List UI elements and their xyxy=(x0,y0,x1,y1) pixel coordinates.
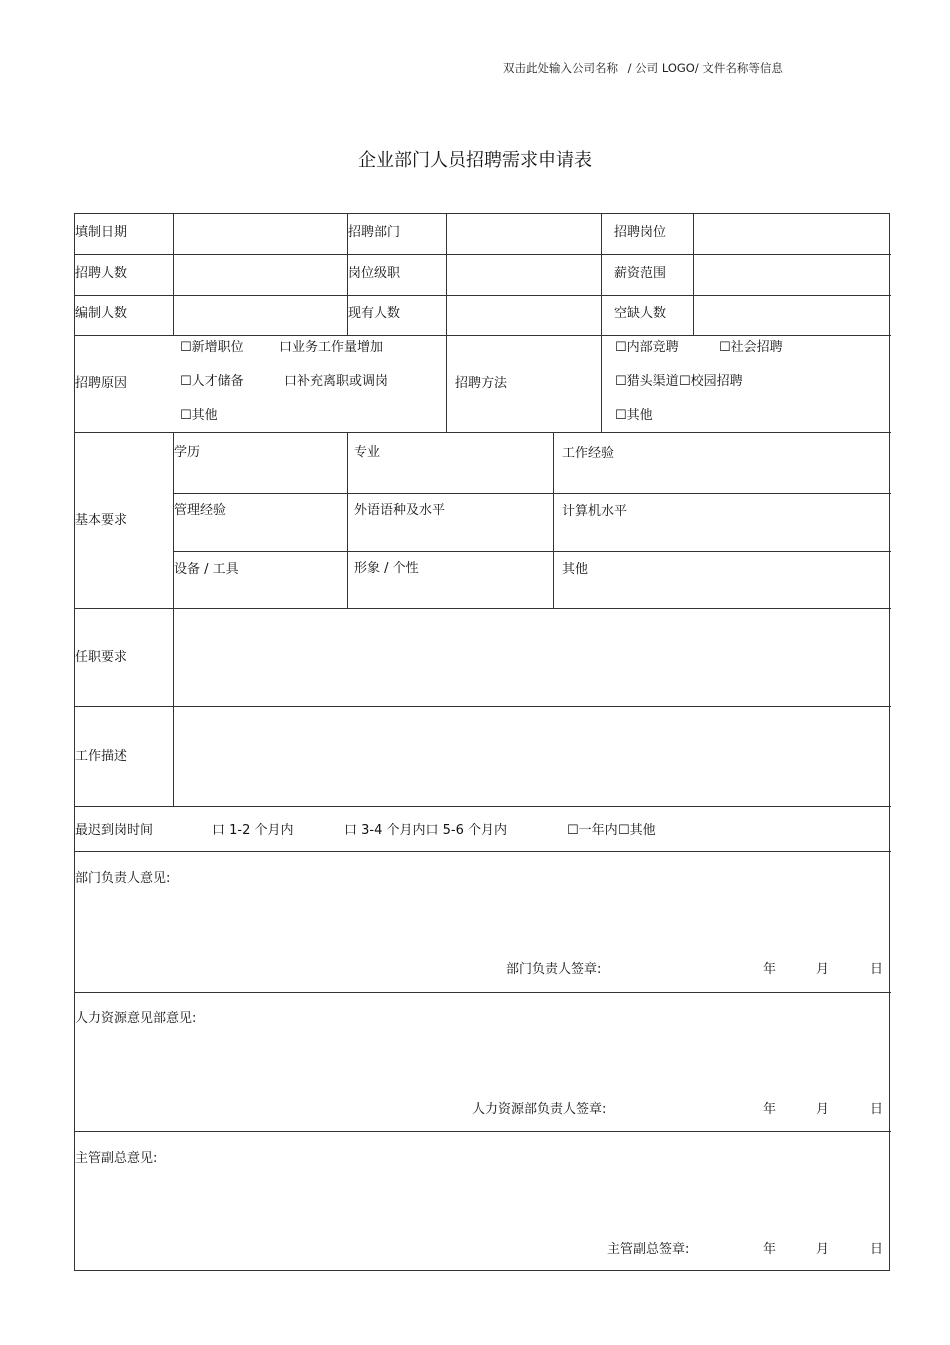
label-recruit-dept: 招聘部门 xyxy=(348,225,401,240)
label-year: 年 xyxy=(763,1242,777,1257)
label-position-level: 岗位级职 xyxy=(348,266,401,281)
checkbox-replacement[interactable]: 口补充离职或调岗 xyxy=(284,374,389,389)
row-divider xyxy=(75,432,891,433)
label-recruit-method: 招聘方法 xyxy=(455,376,508,391)
row-divider xyxy=(75,992,891,993)
label-month: 月 xyxy=(816,962,830,977)
label-dept-opinion: 部门负责人意见: xyxy=(75,871,171,886)
label-recruit-position: 招聘岗位 xyxy=(614,225,667,240)
header-note xyxy=(503,60,789,76)
label-headcount: 编制人数 xyxy=(75,306,128,321)
checkbox-new-position[interactable]: ☐ 新增职位 xyxy=(180,340,244,356)
label-current-count: 现有人数 xyxy=(348,306,401,321)
label-vacancy: 空缺人数 xyxy=(614,306,667,321)
label-month: 月 xyxy=(816,1102,830,1117)
row-divider xyxy=(75,335,891,336)
label-vp-signature: 主管副总签章: xyxy=(607,1242,690,1257)
label-hr-opinion: 人力资源意见部意见: xyxy=(75,1011,197,1026)
label-equipment-tools: 设备 / 工具 xyxy=(174,562,239,577)
label-year: 年 xyxy=(763,1102,777,1117)
col-divider xyxy=(347,432,348,608)
label-major: 专业 xyxy=(354,445,381,460)
label-basic-requirements: 基本要求 xyxy=(75,513,128,528)
checkbox-campus[interactable]: ☐ 校园招聘 xyxy=(679,374,743,390)
row-divider xyxy=(75,706,891,707)
row-divider xyxy=(75,608,891,609)
row-divider xyxy=(75,851,891,852)
label-dept-signature: 部门负责人签章: xyxy=(506,962,602,977)
form-title: 企业部门人员招聘需求申请表 xyxy=(358,150,592,171)
col-divider xyxy=(601,214,602,432)
company-name-placeholder[interactable]: 双击此处输入公司名称 xyxy=(503,61,618,75)
label-year: 年 xyxy=(763,962,777,977)
label-salary-range: 薪资范围 xyxy=(614,266,667,281)
label-month: 月 xyxy=(816,1242,830,1257)
option-1-2-months[interactable]: 口 1-2 个月内 xyxy=(212,823,294,838)
label-latest-start: 最迟到岗时间 xyxy=(75,823,154,838)
col-divider xyxy=(173,214,174,335)
label-basic-other: 其他 xyxy=(562,562,589,577)
row-divider xyxy=(75,254,891,255)
label-hr-signature: 人力资源部负责人签章: xyxy=(472,1102,607,1117)
label-day: 日 xyxy=(870,1102,884,1117)
label-day: 日 xyxy=(870,1242,884,1257)
label-education: 学历 xyxy=(174,445,201,460)
label-language-level: 外语语种及水平 xyxy=(354,503,446,518)
row-divider xyxy=(75,1131,891,1132)
option-deadline-other[interactable]: ☐ 其他 xyxy=(618,823,656,839)
col-divider xyxy=(173,432,174,806)
label-vp-opinion: 主管副总意见: xyxy=(75,1151,158,1166)
row-divider xyxy=(173,493,891,494)
recruitment-form-table xyxy=(74,213,890,1271)
row-divider xyxy=(173,551,891,552)
checkbox-talent-reserve[interactable]: ☐ 人才储备 xyxy=(180,374,244,390)
checkbox-social[interactable]: ☐ 社会招聘 xyxy=(719,340,783,356)
checkbox-internal[interactable]: ☐ 内部竞聘 xyxy=(615,340,679,356)
label-recruit-reason: 招聘原因 xyxy=(75,376,128,391)
label-computer-level: 计算机水平 xyxy=(562,504,628,519)
row-divider xyxy=(75,295,891,296)
logo-file-info-placeholder: / 公司 LOGO/ 文件名称等信息 xyxy=(627,61,783,75)
label-management-experience: 管理经验 xyxy=(174,503,227,518)
label-job-description: 工作描述 xyxy=(75,749,128,764)
label-work-experience: 工作经验 xyxy=(562,446,615,461)
col-divider xyxy=(446,214,447,432)
checkbox-workload-increase[interactable]: 口业务工作量增加 xyxy=(279,340,384,355)
checkbox-reason-other[interactable]: ☐ 其他 xyxy=(180,408,218,424)
label-qualifications: 任职要求 xyxy=(75,650,128,665)
col-divider xyxy=(693,214,694,335)
label-recruit-count: 招聘人数 xyxy=(75,266,128,281)
col-divider xyxy=(553,432,554,608)
checkbox-headhunter[interactable]: ☐ 猎头渠道 xyxy=(615,374,679,390)
label-fill-date: 填制日期 xyxy=(75,225,128,240)
option-within-year[interactable]: ☐ 一年内 xyxy=(567,823,618,839)
checkbox-method-other[interactable]: ☐ 其他 xyxy=(615,408,653,424)
option-3-6-months[interactable]: 口 3-4 个月内口 5-6 个月内 xyxy=(344,823,507,838)
label-image-personality: 形象 / 个性 xyxy=(354,561,419,576)
row-divider xyxy=(75,806,891,807)
label-day: 日 xyxy=(870,962,884,977)
